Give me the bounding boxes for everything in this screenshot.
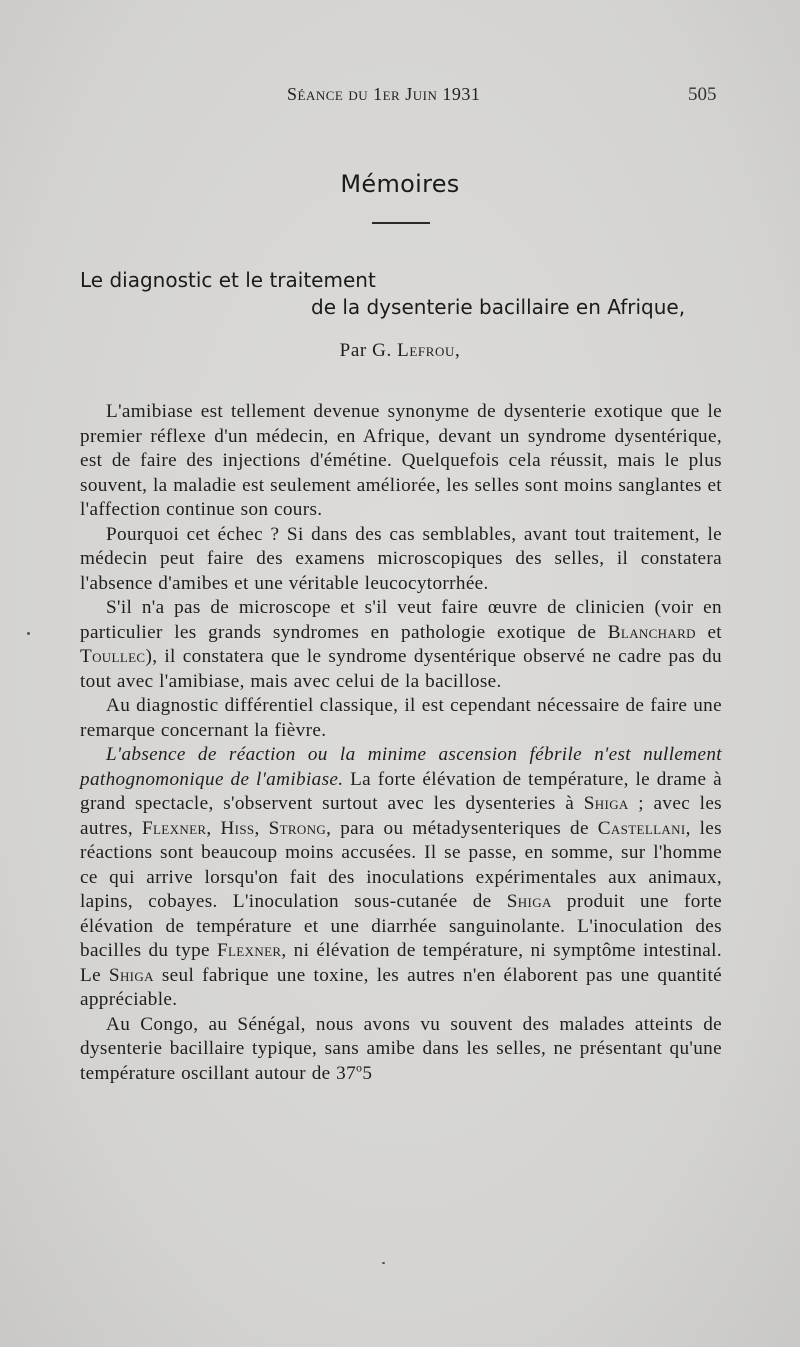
paragraph-5-text-b: ; avec les autres,	[80, 793, 723, 839]
name-flexner-2: Flexner	[216, 940, 282, 961]
byline-prefix: Par G.	[339, 340, 398, 361]
paragraph-5-italic-lead: L'absence de réaction ou la minime ascension fébrile n'est nullement pathognomonique de l'amibiase.	[80, 744, 722, 790]
paper-speck	[27, 632, 30, 635]
article-title-line-2: de la dysenterie bacillaire en Afrique,	[311, 295, 686, 319]
paragraph-3-text-a: S'il n'a pas de microscope et s'il veut faire œuvre de clinicien (voir en particulier les grands syndromes en pathologie exotique de	[80, 597, 722, 643]
paragraph-3-text-e: ), il constatera que le syndrome dysentérique observé ne cadre pas du tout avec l'amibiase, mais avec celui de la bacillose.	[80, 646, 722, 692]
paragraph-5-text-g: produit une forte élévation de température et une diarrhée sanguinolante. L'inoculation des bacilles du type	[80, 891, 722, 961]
name-castellani: Castellani	[597, 817, 686, 839]
article-title	[80, 267, 720, 321]
paragraph-5	[80, 743, 722, 1013]
name-hiss: Hiss	[220, 817, 255, 839]
name-shiga-3: Shiga	[108, 964, 154, 986]
paragraph-6-text-a: Au Congo, au Sénégal, nous avons vu souvent des malades atteints de dysenterie bacillaire typique, sans amibe dans les selles, ne présentant qu'une température oscillant autour de 37	[80, 1013, 722, 1084]
byline-author: Lefrou,	[397, 340, 461, 361]
paragraph-5-text-e: , para ou métadysenteriques de	[326, 817, 598, 839]
paragraph-3-text-c: et	[695, 621, 722, 643]
paragraph-5-text-c: ,	[206, 817, 221, 839]
byline	[0, 340, 800, 362]
paragraph-4: Au diagnostic différentiel classique, il est cependant nécessaire de faire une remarque concernant la fièvre.	[80, 695, 722, 741]
paragraph-5-text-a: La forte élévation de température, le drame à grand spectacle, s'observent surtout avec les dysenteries à	[80, 768, 722, 814]
section-title: Mémoires	[340, 170, 460, 198]
paragraph-5-text-h: , ni élévation de température, ni symptôme intestinal. Le	[80, 940, 722, 986]
name-shiga-1: Shiga	[583, 793, 629, 814]
paragraph-5-text-d: ,	[254, 817, 269, 839]
paragraph-3	[80, 596, 722, 694]
section-divider	[372, 222, 430, 224]
paper-speck	[382, 1262, 385, 1264]
article-title-line-1: Le diagnostic et le traitement	[80, 268, 376, 292]
paragraph-5-text-f: , les réactions sont beaucoup moins accusées. Il se passe, en somme, sur l'homme ce qui arrive lorsqu'on fait des inoculations expérimentales aux animaux, lapins, cobayes. L'inoculation sous-cutanée de	[80, 817, 722, 912]
paragraph-6	[80, 1013, 722, 1087]
paragraph-6-text-b: 5	[362, 1062, 373, 1084]
name-shiga-2: Shiga	[506, 891, 552, 912]
running-title: Séance du 1er Juin 1931	[287, 84, 481, 104]
author-name-toullec: Toullec	[80, 646, 146, 667]
paragraph-1: L'amibiase est tellement devenue synonyme de dysenterie exotique que le premier réflexe d'un médecin, en Afrique, devant un syndrome dysentérique, est de faire des injections d'émétine. Quelquefois cela réussit, mais le plus souvent, la maladie est seulement améliorée, les selles sont moins sanglantes et l'affection continue son cours.	[80, 401, 722, 520]
author-name-blanchard: Blanchard	[607, 621, 696, 643]
article-body	[80, 400, 722, 1086]
name-flexner-1: Flexner	[141, 817, 207, 839]
name-strong: Strong	[268, 817, 327, 839]
paragraph-2: Pourquoi cet échec ? Si dans des cas semblables, avant tout traitement, le médecin peut faire des examens microscopiques des selles, il constatera l'absence d'amibes et une véritable leucocytorrhée.	[80, 523, 722, 594]
paragraph-5-text-i: seul fabrique une toxine, les autres n'en élaborent pas une quantité appréciable.	[80, 964, 722, 1010]
running-head	[0, 84, 800, 110]
page-number: 505	[688, 84, 717, 105]
degree-superscript: o	[356, 1060, 363, 1075]
